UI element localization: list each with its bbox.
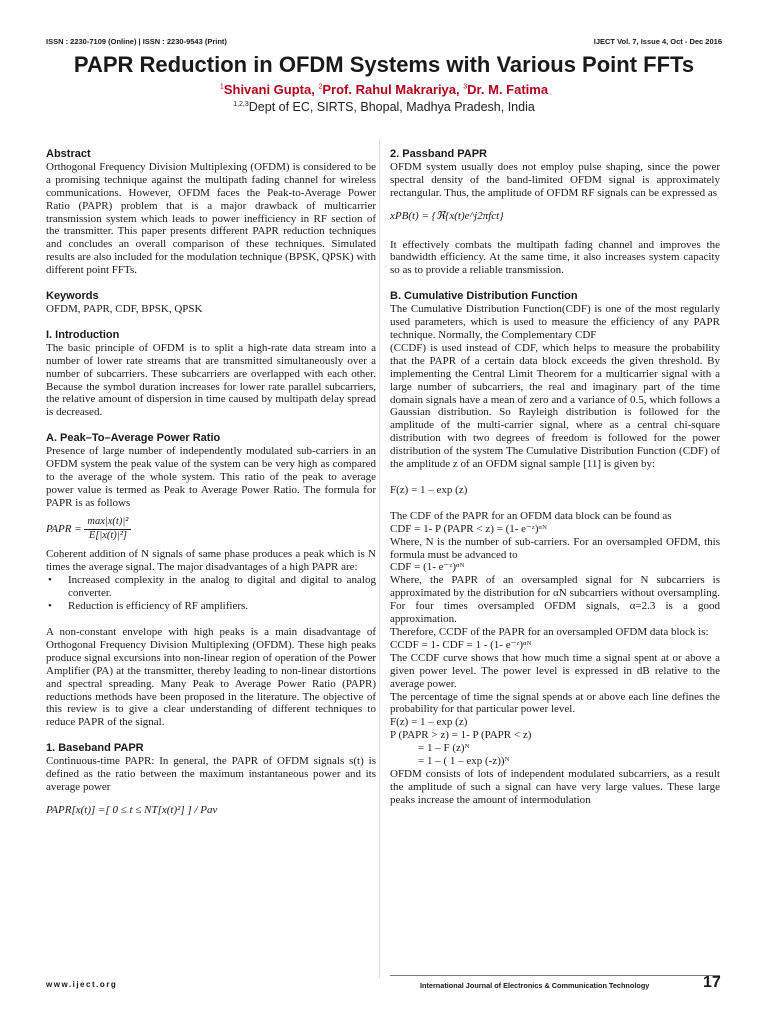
probability-equation-3: = 1 – ( 1 – exp (-z))ᴺ	[418, 755, 510, 768]
nonconstant-text: A non-constant envelope with high peaks is a main disadvantage of Orthogonal Frequency Division Multiplexing (OFDM). These high peaks produce signal excursions into non-linear region of operation of the Power Amplifier (PA) at the transmitter, thereby leading to non-linear distortions and spectral spreading. Many Peak to Average Power Ratio (PAPR) reductions methods have been proposed in the literature. The objective of this review is to give a clear understanding of different techniques to reduce PAPR of the signal.	[46, 626, 376, 729]
where-text: Where, N is the number of sub-carriers. For an oversampled OFDM, this formula must be advanced to	[390, 535, 720, 561]
baseband-equation: PAPR[x(t)] =[ 0 ≤ t ≤ NT[x(t)²] ] / Pav	[46, 803, 218, 816]
passband-equation: xPB(t) = {ℜ{x(t)e^j2πfct}	[390, 209, 504, 222]
papr-eq-denominator: E[|x(t)|²]	[88, 529, 127, 541]
keywords-heading: Keywords	[46, 290, 99, 303]
combats-text: It effectively combats the multipath fading channel and improves the bandwidth efficiency. At the same time, it also increases system capacity so as to provide a reliable transmission.	[390, 238, 720, 277]
papr-eq-lhs: PAPR =	[46, 522, 82, 535]
author-1-sup: 1	[219, 83, 224, 91]
abstract-text: Orthogonal Frequency Division Multiplexing (OFDM) is considered to be a promising technique against the multipath fading channel for wireless communications. However, OFDM faces the Peak-to-Average Power Ratio (PAPR) problem that is a major drawback of multicarrier transmission system which leads to power inefficiency in RF section of the transmitter. This paper presents different PAPR reduction techniques and concludes an overall comparison of these techniques. Simulated results are also included for the modulation technique (BPSK, QPSK) with different point FFTs.	[46, 160, 376, 277]
affiliation-text: Dept of EC, SIRTS, Bhopal, Madhya Pradesh, India	[248, 100, 535, 114]
papr-eq-numerator: max|x(t)|²	[84, 516, 131, 530]
keywords-text: OFDM, PAPR, CDF, BPSK, QPSK	[46, 302, 203, 315]
where2-text: Where, the PAPR of an oversampled signal for N subcarriers is approximated by the distribution for αN subcarriers without oversampling. For four times oversampled OFDM signals, α=2.3 is a good approximation.	[390, 574, 720, 626]
baseband-heading: 1. Baseband PAPR	[46, 742, 144, 755]
column-divider	[379, 140, 380, 978]
probability-equation-1: P (PAPR > z) = 1- P (PAPR < z)	[390, 729, 532, 742]
probability-equation-2: = 1 – F (z)ᴺ	[418, 742, 470, 755]
ccdf-equation: CCDF = 1- CDF = 1 - (1- e⁻ᶻ)ᵅᴺ	[390, 638, 532, 651]
footer-rule	[390, 975, 720, 976]
paper-title: PAPR Reduction in OFDM Systems with Various Point FFTs	[73, 52, 695, 77]
cdf-equation-1: CDF = 1- P (PAPR < z) = (1- e⁻ᶻ)ᵅᴺ	[390, 522, 548, 535]
list-item: • Reduction is efficiency of RF amplifiers.	[46, 600, 376, 613]
left-column	[46, 148, 376, 823]
list-item: • Increased complexity in the analog to digital and digital to analog converter.	[46, 574, 376, 600]
author-2-sup: 2	[318, 83, 323, 91]
passband-text: OFDM system usually does not employ pulse shaping, since the power spectral density of the band-limited OFDM signal is approximately rectangular. Thus, the amplitude of OFDM RF signals can be expressed as	[390, 160, 720, 199]
intro-text: The basic principle of OFDM is to split a high-rate data stream into a number of lower rate streams that are transmitted simultaneously over a number of subcarriers. These subcarriers are overlapped with each other. Because the symbol duration increases for lower rate parallel subcarriers, the relative amount of dispersion in time caused by multipath delay spread is decreased.	[46, 341, 376, 419]
ofdm-text: OFDM consists of lots of independent modulated subcarriers, as a result the amplitude of such a signal can have very large values. These large peaks increase the amount of intermodulation	[390, 767, 720, 806]
coherent-text: Coherent addition of N signals of same phase produces a peak which is N times the average signal. The major disadvantages of a high PAPR are:	[46, 548, 376, 574]
disadvantage-list	[46, 574, 376, 613]
affiliation	[0, 100, 768, 114]
passband-heading: 2. Passband PAPR	[390, 148, 487, 160]
abstract-heading: Abstract	[46, 148, 91, 160]
cdf-block-text: The CDF of the PAPR for an OFDM data block can be found as	[390, 509, 672, 522]
baseband-text: Continuous-time PAPR: In general, the PAPR of OFDM signals s(t) is defined as the ratio between the maximum instantaneous power and its average power	[46, 755, 376, 793]
right-column	[390, 148, 720, 807]
papr-equation	[46, 516, 376, 543]
affiliation-sup: 1,2,3	[233, 100, 249, 108]
intro-heading: I. Introduction	[46, 328, 120, 341]
papr-text: Presence of large number of independently modulated sub-carriers in an OFDM system the peak value of the system can be very high as compared to the average of the whole system. This ratio of the peak to average power value is termed as Peak to Average Power Ratio. The formula for PAPR is as follows	[46, 445, 376, 509]
cdf-heading: B. Cumulative Distribution Function	[390, 290, 578, 303]
papr-fraction	[84, 516, 131, 543]
cdf-text-2: (CCDF) is used instead of CDF, which helps to measure the probability that the PAPR of a certain data block exceeds the given threshold. By implementing the Central Limit Theorem for a multicarrier signal with a large number of subcarriers, the real and imaginary part of the time domain signals have a mean of zero and a variance of 0.5, which follows a Gaussian distribution. So Rayleigh distribution is followed for the amplitude of the multi-carrier signal, where as a central chi-square distribution with two degrees of freedom is followed for the power distribution of the system The Cumulative Distribution Function (CDF) of the amplitude z of an OFDM signal sample [11] is given by:	[390, 341, 720, 471]
percentage-text: The percentage of time the signal spends at or above each line defines the probability for that particular power level.	[390, 690, 720, 716]
therefore-text: Therefore, CCDF of the PAPR for an oversampled OFDM data block is:	[390, 626, 709, 638]
footer-website: www.iject.org	[46, 980, 118, 989]
ccdf-curve-text: The CCDF curve shows that how much time a signal spent at or above a given power level. The power level is expressed in dB relative to the average power.	[390, 651, 720, 690]
issn-header: ISSN : 2230-7109 (Online) | ISSN : 2230-9543 (Print)	[46, 37, 227, 46]
footer-journal-name: International Journal of Electronics & Communication Technology	[420, 981, 650, 990]
journal-issue-header: IJECT Vol. 7, Issue 4, Oct - Dec 2016	[593, 37, 722, 46]
fz-equation: F(z) = 1 – exp (z)	[390, 483, 468, 496]
cdf-equation-2: CDF = (1- e⁻ᶻ)ᵅᴺ	[390, 561, 465, 574]
papr-heading: A. Peak–To–Average Power Ratio	[46, 432, 221, 445]
author-2-name: Prof. Rahul Makrariya,	[322, 82, 464, 97]
author-1-name: Shivani Gupta,	[223, 82, 319, 97]
page-number: 17	[703, 974, 721, 991]
author-3-name: Dr. M. Fatima	[467, 82, 549, 97]
author-3-sup: 3	[463, 83, 468, 91]
author-list	[0, 82, 768, 97]
cdf-text-1: The Cumulative Distribution Function(CDF) is one of the most regularly used parameters, which is used to measure the efficiency of any PAPR technique. Normally, the Complementary CDF	[390, 303, 720, 341]
fz-equation-2: F(z) = 1 – exp (z)	[390, 716, 468, 729]
